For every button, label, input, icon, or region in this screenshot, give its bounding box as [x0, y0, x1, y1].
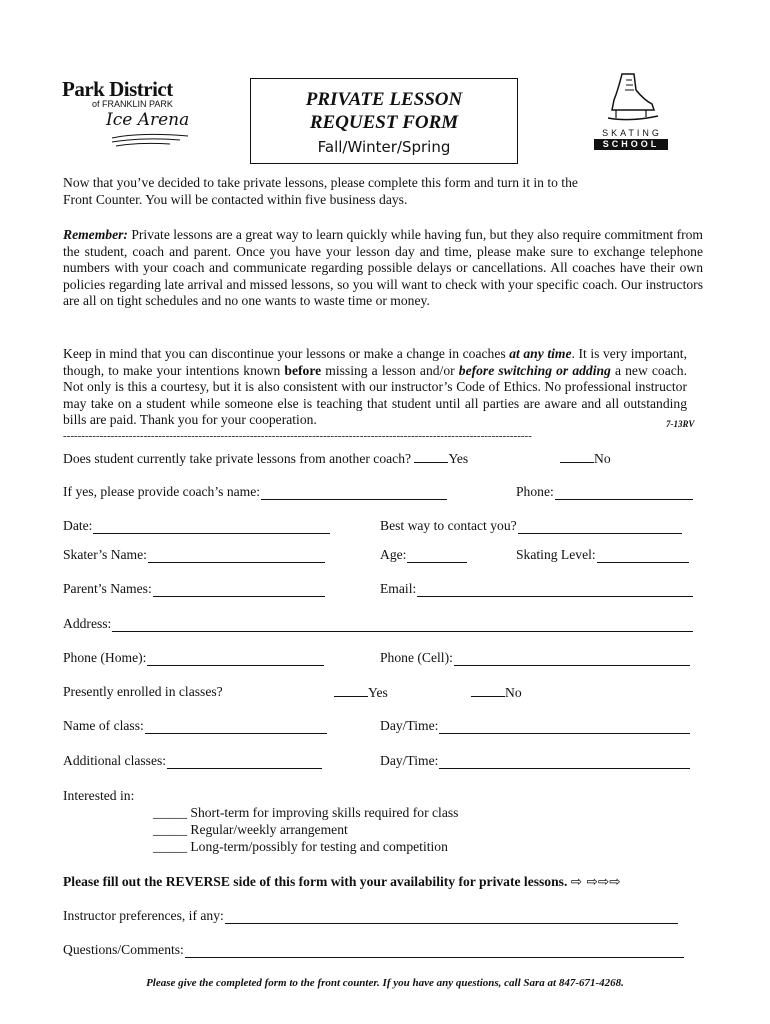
other-coach-no [560, 450, 611, 468]
footer-note: Please give the completed form to the front counter. If you have any questions, call Sara at 847-671-4268. [146, 977, 624, 989]
address-field [63, 616, 693, 632]
date-label: Date: [63, 518, 93, 533]
phone-cell-label: Phone (Cell): [380, 650, 453, 665]
title-season: Fall/Winter/Spring [317, 138, 451, 156]
logo-subtitle: of FRANKLIN PARK [92, 99, 173, 109]
date-field [63, 518, 330, 534]
other-coach-yes-label: Yes [448, 451, 469, 466]
enrolled-yes-label: Yes [368, 685, 388, 700]
coach-name-input[interactable] [261, 486, 447, 500]
other-coach-label: Does student currently take private lessons from another coach? [63, 451, 412, 466]
enrolled-no-label: No [505, 685, 522, 700]
instructor-pref-label: Instructor preferences, if any: [63, 908, 224, 923]
age-label: Age: [380, 547, 407, 562]
phone-cell-input[interactable] [454, 652, 690, 666]
class-name-field [63, 718, 327, 734]
logo-swoosh-icon [110, 130, 190, 150]
parents-names-field [63, 581, 325, 597]
email-label: Email: [380, 581, 417, 596]
coach-phone-input[interactable] [555, 486, 693, 500]
class-daytime-input[interactable] [439, 720, 690, 734]
email-field [380, 581, 693, 597]
additional-daytime-input[interactable] [439, 755, 690, 769]
skating-school-logo [592, 70, 672, 152]
class-daytime-field [380, 718, 690, 734]
address-label: Address: [63, 616, 112, 631]
enrolled-yes [334, 684, 388, 702]
keep-bold-2: before [284, 362, 322, 378]
coach-phone-field [516, 484, 693, 500]
park-district-logo [62, 78, 207, 148]
enrolled-yes-blank[interactable] [334, 684, 368, 697]
enrolled-no-blank[interactable] [471, 684, 505, 697]
skater-name-field [63, 547, 325, 563]
skating-level-label: Skating Level: [516, 547, 596, 562]
coach-name-field [63, 484, 447, 500]
instructor-pref-field [63, 908, 678, 924]
intro-line-1: Now that you’ve decided to take private lessons, please complete this form and turn it in to the [63, 175, 578, 190]
arrow-right-icon: ⇨ ⇨⇨⇨ [570, 874, 621, 890]
keep-text-4: a new coach. Not only is this a courtesy, but it is also consistent with our instructor’s Code of Ethics. No professional instructor may take on a student while someone else is teaching that student until all parties are aware and all outstanding bills are paid. Thank you for your cooperation. [63, 362, 687, 427]
other-coach-no-label: No [594, 451, 611, 466]
keep-bold-3: before switching or adding [458, 362, 611, 378]
instructor-pref-input[interactable] [225, 910, 678, 924]
reverse-note-text: Please fill out the REVERSE side of this form with your availability for private lessons. [63, 874, 568, 889]
phone-cell-field [380, 650, 690, 666]
additional-daytime-field [380, 753, 690, 769]
best-contact-input[interactable] [518, 520, 682, 534]
option-regular[interactable]: _____ Regular/weekly arrangement [153, 822, 348, 837]
skating-label: SKATING [602, 128, 662, 138]
enrolled-question: Presently enrolled in classes? [63, 684, 223, 699]
date-input[interactable] [93, 520, 330, 534]
remember-paragraph [63, 227, 703, 310]
additional-classes-label: Additional classes: [63, 753, 167, 768]
questions-label: Questions/Comments: [63, 942, 184, 957]
questions-field [63, 942, 684, 958]
age-input[interactable] [407, 549, 467, 563]
intro-line-2: Front Counter. You will be contacted within five business days. [63, 191, 408, 207]
class-name-input[interactable] [145, 720, 327, 734]
best-contact-field [380, 518, 682, 534]
skating-level-field [516, 547, 689, 563]
remember-label: Remember: [63, 227, 128, 242]
intro-paragraph [63, 175, 703, 208]
revision-code: 7-13RV [666, 419, 695, 429]
title-line-2: REQUEST FORM [309, 112, 459, 133]
best-contact-label: Best way to contact you? [380, 518, 517, 533]
other-coach-yes-blank[interactable] [414, 450, 448, 463]
phone-home-label: Phone (Home): [63, 650, 147, 665]
skate-icon [600, 70, 660, 128]
class-daytime-label: Day/Time: [380, 718, 439, 733]
class-name-label: Name of class: [63, 718, 144, 733]
keep-text-1: Keep in mind that you can discontinue your lessons or make a change in coaches [63, 346, 510, 361]
additional-classes-field [63, 753, 322, 769]
keep-text-2: . It is very important, though, to make your intentions known [63, 346, 687, 378]
coach-name-label: If yes, please provide coach’s name: [63, 484, 261, 499]
parents-names-input[interactable] [153, 583, 325, 597]
parents-names-label: Parent’s Names: [63, 581, 152, 596]
interested-in-label: Interested in: [63, 788, 135, 803]
title-line-1: PRIVATE LESSON [305, 89, 463, 110]
skater-name-input[interactable] [148, 549, 325, 563]
phone-home-input[interactable] [147, 652, 324, 666]
phone-home-field [63, 650, 324, 666]
other-coach-question [63, 450, 468, 468]
enrolled-no [471, 684, 522, 702]
option-short-term[interactable]: _____ Short-term for improving skills required for class [153, 805, 459, 820]
age-field [380, 547, 467, 563]
option-long-term[interactable]: _____ Long-term/possibly for testing and competition [153, 839, 448, 854]
keep-text-3: missing a lesson and/or [321, 362, 459, 378]
additional-daytime-label: Day/Time: [380, 753, 439, 768]
title-box [250, 78, 518, 164]
skater-name-label: Skater’s Name: [63, 547, 147, 562]
email-input[interactable] [417, 583, 693, 597]
keep-paragraph [63, 346, 687, 429]
logo-ice-arena: Ice Arena [106, 110, 190, 130]
keep-bold-1: at any time [509, 346, 572, 361]
questions-input[interactable] [185, 944, 684, 958]
school-label: SCHOOL [594, 139, 668, 150]
address-input[interactable] [112, 618, 693, 632]
skating-level-input[interactable] [597, 549, 689, 563]
additional-classes-input[interactable] [167, 755, 322, 769]
coach-phone-label: Phone: [516, 484, 554, 499]
reverse-side-note [63, 874, 621, 891]
other-coach-no-blank[interactable] [560, 450, 594, 463]
divider: -------------------------------------------------------------------------------------------------------------------------------- [63, 431, 532, 441]
logo-title: Park District [62, 77, 173, 101]
remember-text: Private lessons are a great way to learn quickly while having fun, but they also require commitment from the student, coach and parent. Once you have your lesson day and time, please make sure to exchange telephone numbers with your coach and communicate regarding possible delays or cancellations. All coaches have their own policies regarding late arrival and missed lessons, so you will want to check with your specific coach. Our instructors are all on tight schedules and no one wants to waste time or money. [63, 227, 703, 308]
